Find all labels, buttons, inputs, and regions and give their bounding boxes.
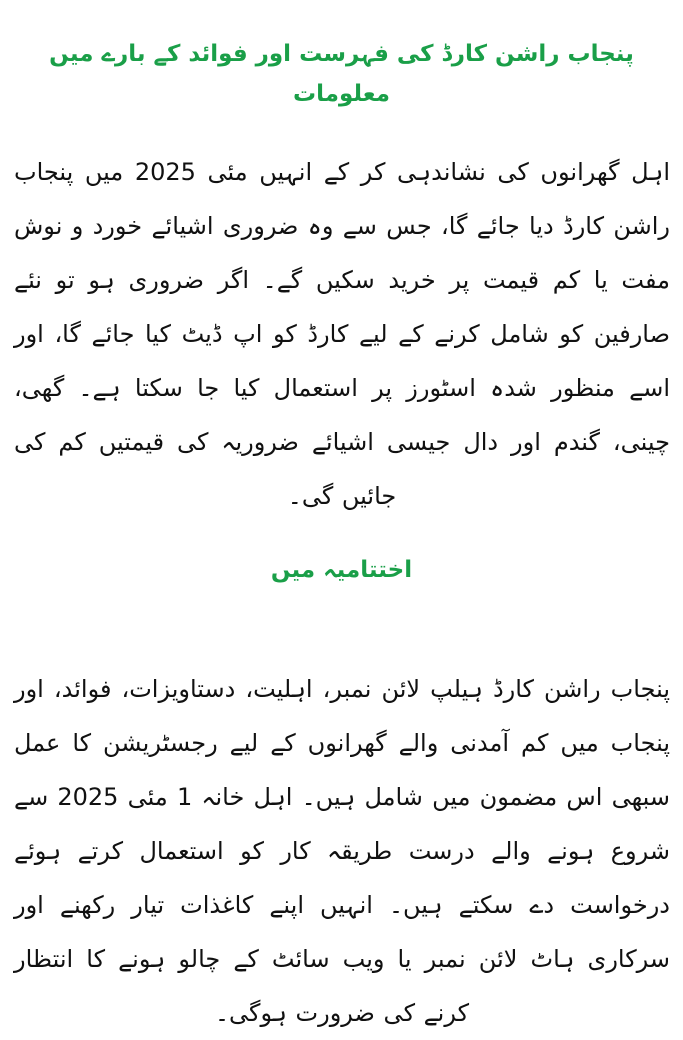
conclusion-heading: اختتامیہ میں [270, 557, 413, 583]
intro-paragraph: اہل گھرانوں کی نشاندہی کر کے انہیں مئی 2025 میں پنجاب راشن کارڈ دیا جائے گا، جس سے وہ ضروری اشیائے خورد و نوش مفت یا کم قیمت پر خرید سکیں گے۔ اگر ضروری ہو تو نئے صارفین کو شامل کرنے کے لیے کارڈ کو اپ ڈیٹ کیا جائے گا، اور اسے منظور شدہ اسٹورز پر استعمال کیا جا سکتا ہے۔ گھی، چینی، گندم اور دال جیسی اشیائے ضروریہ کی قیمتیں کم کی جائیں گی۔ [14, 158, 670, 510]
conclusion-paragraph: پنجاب راشن کارڈ ہیلپ لائن نمبر، اہلیت، دستاویزات، فوائد، اور پنجاب میں کم آمدنی والے گھرانوں کے لیے رجسٹریشن کا عمل سبھی اس مضمون میں شامل ہیں۔ اہل خانہ 1 مئی 2025 سے شروع ہونے والے درست طریقہ کار کو استعمال کرتے ہوئے درخواست دے سکتے ہیں۔ انہیں اپنے کاغذات تیار رکھنے اور سرکاری ہاٹ لائن نمبر یا ویب سائٹ کے چالو ہونے کا انتظار کرنے کی ضرورت ہوگی۔ [14, 675, 671, 1027]
main-heading: پنجاب راشن کارڈ کی فہرست اور فوائد کے بارے میں معلومات [49, 41, 634, 107]
